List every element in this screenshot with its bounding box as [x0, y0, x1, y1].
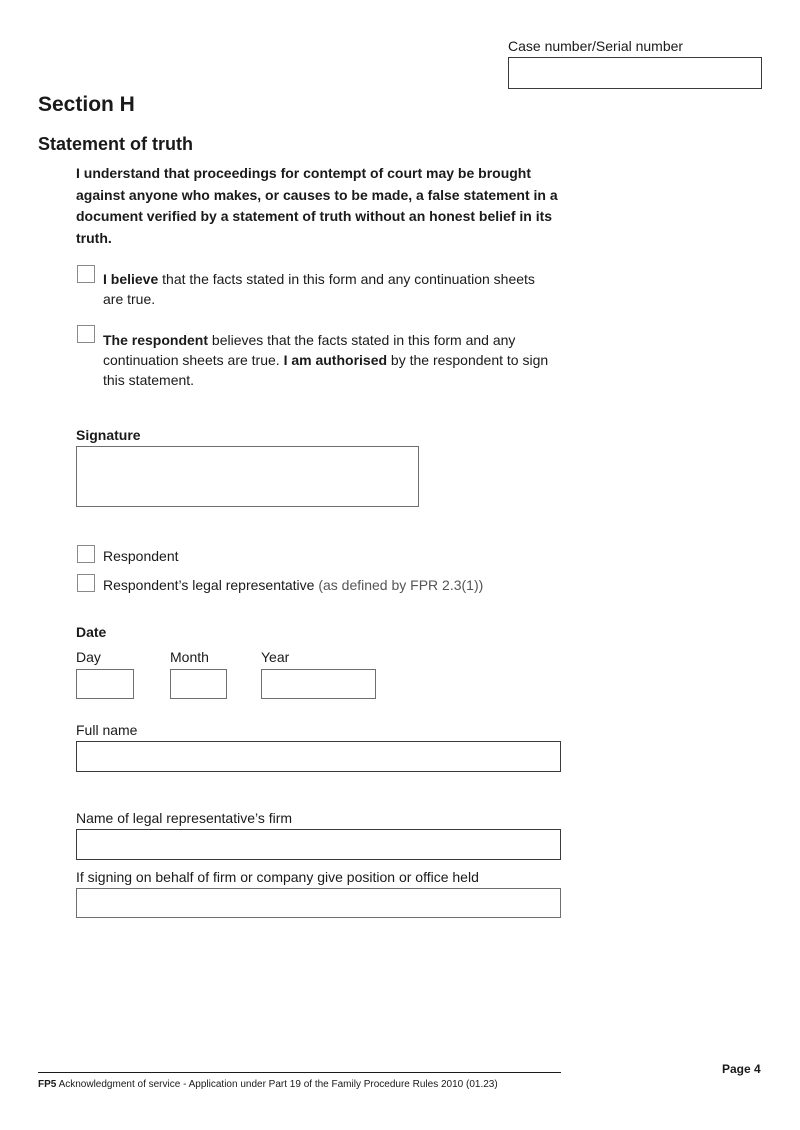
year-label: Year [261, 649, 290, 665]
believe-text [103, 269, 553, 309]
day-input[interactable] [76, 669, 134, 699]
position-label: If signing on behalf of firm or company give position or office held [76, 869, 479, 885]
footer-form-title: Acknowledgment of service - Application under Part 19 of the Family Procedure Rules 2010 (01.23) [56, 1079, 498, 1090]
page-number: Page 4 [722, 1062, 761, 1076]
believe-checkbox[interactable] [77, 265, 95, 283]
respondent-believes-bold1: The respondent [103, 332, 209, 348]
respondent-believes-rest1: believes that the facts stated in this form and any continuation sheets are true. [103, 332, 516, 368]
month-input[interactable] [170, 669, 227, 699]
legal-rep-checkbox[interactable] [77, 574, 95, 592]
full-name-label: Full name [76, 722, 138, 738]
legal-rep-label: Respondent’s legal representative [103, 577, 315, 593]
year-input[interactable] [261, 669, 376, 699]
respondent-checkbox[interactable] [77, 545, 95, 563]
believe-bold: I believe [103, 271, 159, 287]
respondent-label: Respondent [103, 548, 179, 564]
position-input[interactable] [76, 888, 561, 918]
respondent-believes-checkbox[interactable] [77, 325, 95, 343]
respondent-believes-text [103, 330, 558, 390]
footer-form-code: FP5 [38, 1079, 57, 1090]
respondent-believes-bold2: I am authorised [283, 352, 388, 368]
legal-rep-text [103, 576, 483, 594]
legal-rep-note: (as defined by FPR 2.3(1)) [318, 577, 484, 593]
case-number-label: Case number/Serial number [508, 38, 684, 54]
signature-input[interactable] [76, 446, 419, 507]
respondent-believes-rest2: by the respondent to sign this statement. [103, 352, 549, 388]
month-label: Month [170, 649, 209, 665]
firm-name-input[interactable] [76, 829, 561, 860]
signature-label: Signature [76, 427, 141, 443]
firm-name-label: Name of legal representative’s firm [76, 810, 293, 826]
believe-rest: that the facts stated in this form and any continuation sheets are true. [103, 271, 535, 307]
section-title: Section H [38, 93, 135, 116]
footer-text [38, 1078, 498, 1092]
case-number-input[interactable] [508, 57, 762, 89]
day-label: Day [76, 649, 101, 665]
full-name-input[interactable] [76, 741, 561, 772]
footer-divider [38, 1072, 561, 1073]
statement-text: I understand that proceedings for contempt of court may be brought against anyone who makes, or causes to be made, a false statement in a document verified by a statement of truth without an honest belief in its truth. [76, 165, 558, 246]
section-subtitle: Statement of truth [38, 134, 193, 154]
date-label: Date [76, 624, 107, 640]
